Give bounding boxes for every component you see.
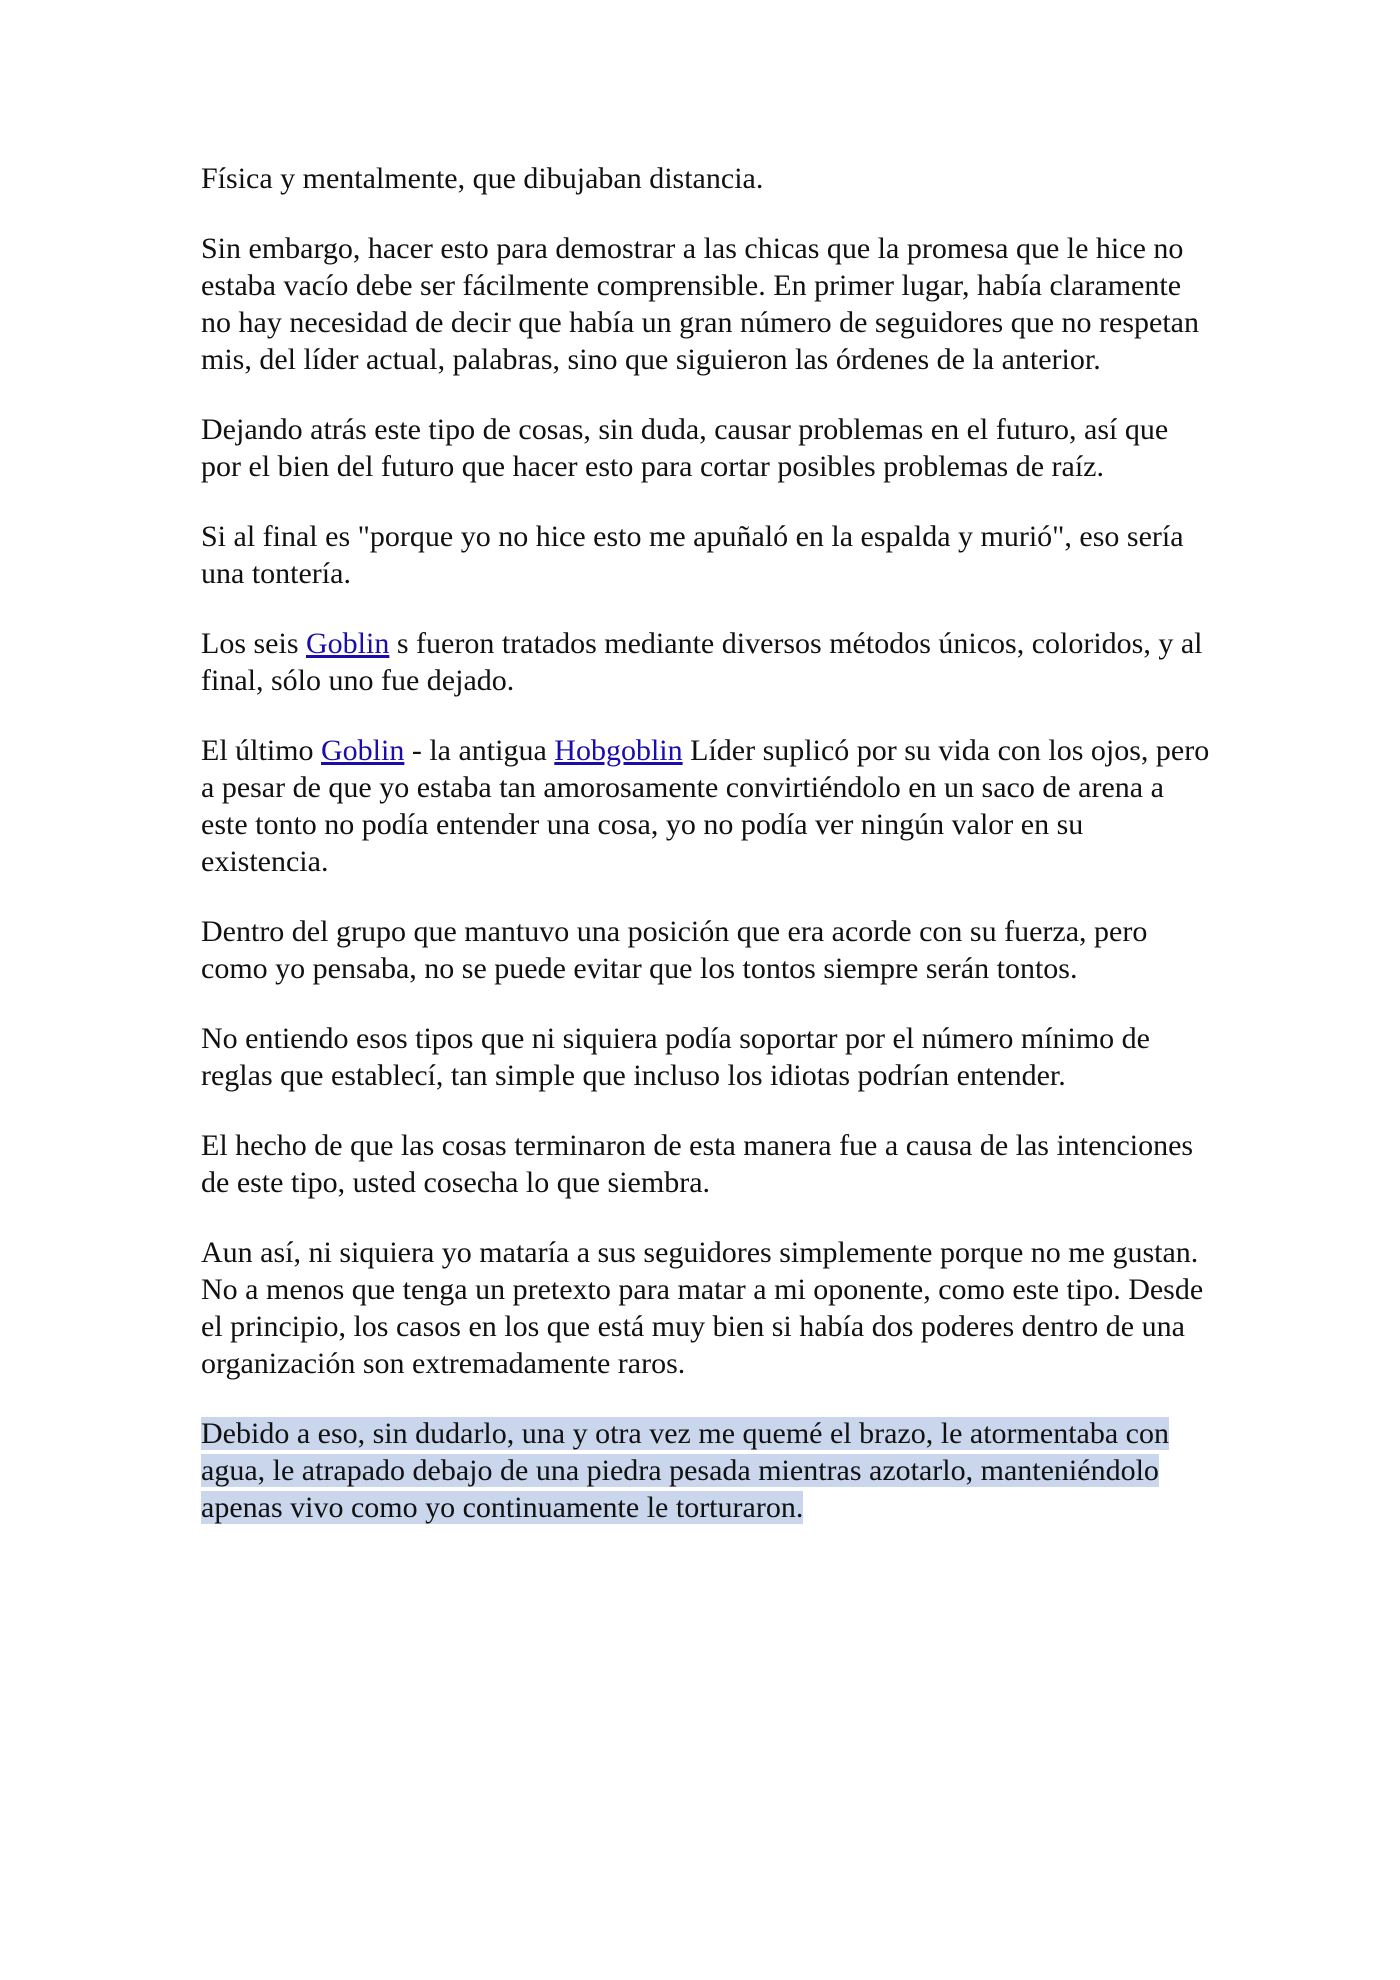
selected-paragraph[interactable] <box>201 1415 1211 1526</box>
paragraph-6-text-3: Líder suplicó por su vida con los ojos, pero a pesar de que yo estaba tan amorosamente convirtiéndolo en un saco de arena a este tonto no podía entender una cosa, yo no podía ver ningún valor en su existencia. <box>201 734 1210 878</box>
goblin-link[interactable]: Goblin <box>306 627 390 660</box>
paragraph-4: Si al final es "porque yo no hice esto me apuñaló en la espalda y murió", eso sería una tontería. <box>201 520 1184 590</box>
paragraph-7: Dentro del grupo que mantuvo una posición que era acorde con su fuerza, pero como yo pensaba, no se puede evitar que los tontos siempre serán tontos. <box>201 915 1148 985</box>
paragraph-1: Física y mentalmente, que dibujaban distancia. <box>201 162 764 195</box>
paragraph-10: Aun así, ni siquiera yo mataría a sus seguidores simplemente porque no me gustan. No a menos que tenga un pretexto para matar a mi oponente, como este tipo. Desde el principio, los casos en los que está muy bien si había dos poderes dentro de una organización son extremadamente raros. <box>201 1236 1204 1380</box>
paragraph-8: No entiendo esos tipos que ni siquiera podía soportar por el número mínimo de reglas que establecí, tan simple que incluso los idiotas podrían entender. <box>201 1022 1150 1092</box>
goblin-link-2[interactable]: Goblin <box>321 734 405 767</box>
paragraph-5-text-before: Los seis <box>201 627 306 660</box>
paragraph-6-text-1: El último <box>201 734 321 767</box>
selected-text-highlight[interactable]: Debido a eso, sin dudarlo, una y otra vez me quemé el brazo, le atormentaba con agua, le atrapado debajo de una piedra pesada mientras azotarlo, manteniéndolo apenas vivo como yo continuamente le torturaron. <box>201 1417 1169 1524</box>
paragraph-2: Sin embargo, hacer esto para demostrar a las chicas que la promesa que le hice no estaba vacío debe ser fácilmente comprensible. En primer lugar, había claramente no hay necesidad de decir que había un gran número de seguidores que no respetan mis, del líder actual, palabras, sino que siguieron las órdenes de la anterior. <box>201 232 1199 376</box>
document-page <box>201 160 1211 1559</box>
paragraph-5 <box>201 625 1211 699</box>
paragraph-6 <box>201 732 1211 880</box>
paragraph-9: El hecho de que las cosas terminaron de esta manera fue a causa de las intenciones de este tipo, usted cosecha lo que siembra. <box>201 1129 1194 1199</box>
hobgoblin-link[interactable]: Hobgoblin <box>554 734 683 767</box>
paragraph-6-text-2: - la antigua <box>404 734 555 767</box>
paragraph-3: Dejando atrás este tipo de cosas, sin duda, causar problemas en el futuro, así que por el bien del futuro que hacer esto para cortar posibles problemas de raíz. <box>201 413 1169 483</box>
paragraph-5-text-after: s fueron tratados mediante diversos métodos únicos, coloridos, y al final, sólo uno fue dejado. <box>201 627 1203 697</box>
